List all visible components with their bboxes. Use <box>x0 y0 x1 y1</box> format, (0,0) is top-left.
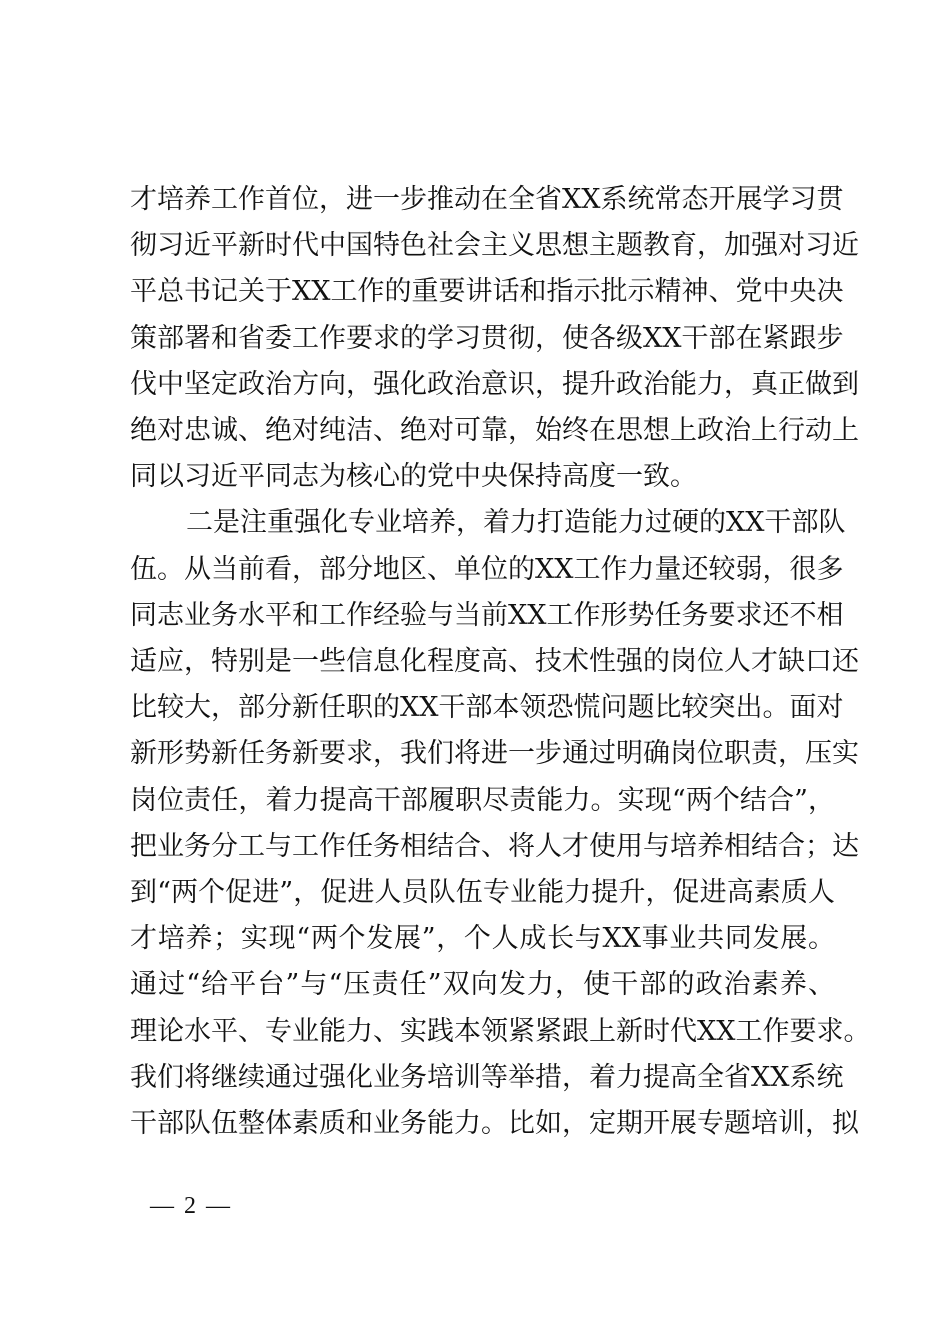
text-line: 绝对忠诚、绝对纯洁、绝对可靠，始终在思想上政治上行动上 <box>130 415 859 446</box>
text-line: 我们将继续通过强化业务培训等举措，着力提高全省XX系统 <box>130 1061 844 1093</box>
text-line: 策部署和省委工作要求的学习贯彻，使各级XX干部在紧跟步 <box>130 322 844 354</box>
text-line: 岗位责任，着力提高干部履职尽责能力。实现“两个结合”， <box>130 784 835 816</box>
text-line: 通过“给平台”与“压责任”双向发力，使干部的政治素养、 <box>130 969 835 1001</box>
text-line: 同志业务水平和工作经验与当前XX工作形势任务要求还不相 <box>130 599 844 631</box>
text-line: 才培养；实现“两个发展”，个人成长与XX事业共同发展。 <box>130 923 835 955</box>
text-line: 伍。从当前看，部分地区、单位的XX工作力量还较弱，很多 <box>130 553 844 585</box>
text-line: 平总书记关于XX工作的重要讲话和指示批示精神、党中央决 <box>130 276 844 308</box>
text-line: 才培养工作首位，进一步推动在全省XX系统常态开展学习贯 <box>130 184 844 215</box>
text-line: 伐中坚定政治方向，强化政治意识，提升政治能力，真正做到 <box>130 368 859 400</box>
text-line: 新形势新任务新要求，我们将进一步通过明确岗位职责，压实 <box>130 738 859 770</box>
text-line: 二是注重强化专业培养，着力打造能力过硬的XX干部队 <box>186 507 846 539</box>
text-line: 干部队伍整体素质和业务能力。比如，定期开展专题培训，拟 <box>130 1108 859 1139</box>
text-line: 理论水平、专业能力、实践本领紧紧跟上新时代XX工作要求。 <box>130 1015 871 1047</box>
page-number: — 2 — <box>150 1193 232 1219</box>
text-line: 到“两个促进”，促进人员队伍专业能力提升，促进高素质人 <box>130 877 835 908</box>
text-line: 同以习近平同志为核心的党中央保持高度一致。 <box>130 461 697 493</box>
text-line: 比较大，部分新任职的XX干部本领恐慌问题比较突出。面对 <box>130 692 844 724</box>
text-line: 把业务分工与工作任务相结合、将人才使用与培养相结合；达 <box>130 830 859 862</box>
text-line: 适应，特别是一些信息化程度高、技术性强的岗位人才缺口还 <box>130 646 859 677</box>
text-line: 彻习近平新时代中国特色社会主义思想主题教育，加强对习近 <box>130 230 859 262</box>
